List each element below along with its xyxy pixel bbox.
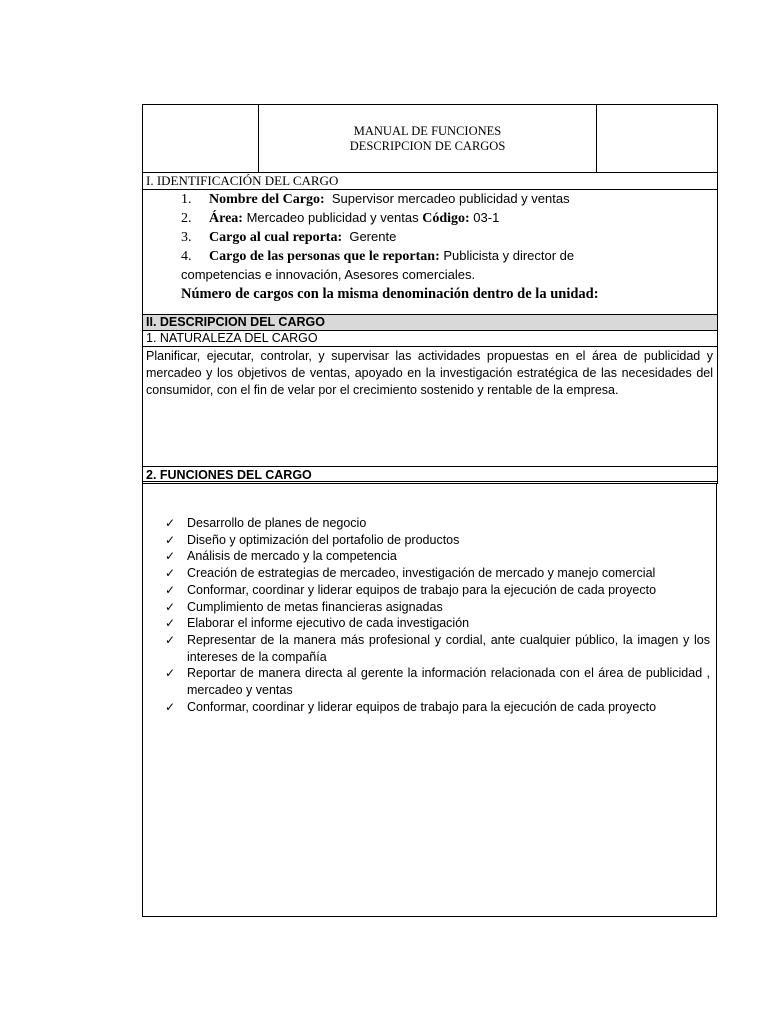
check-icon: ✓ (165, 616, 176, 631)
ident-label-codigo: Código: (422, 211, 470, 226)
function-item (165, 632, 710, 665)
header-title-line1: MANUAL DE FUNCIONES (353, 123, 502, 138)
document-header (142, 104, 718, 173)
function-item-text: Representar de la manera más profesional y cordial, ante cualquier público, la imagen y los intereses de la compañía (187, 632, 710, 664)
ident-value-2: Mercadeo publicidad y ventas (246, 210, 419, 225)
naturaleza-title: 1. NATURALEZA DEL CARGO (143, 331, 717, 347)
ident-value-3: Gerente (349, 229, 397, 244)
ident-label-4: Cargo de las personas que le reportan: (209, 249, 440, 264)
ident-item-4-continuation: competencias e innovación, Asesores comerciales. (181, 267, 476, 282)
functions-title: 2. FUNCIONES DEL CARGO (146, 468, 312, 482)
function-item (165, 582, 710, 599)
function-item (165, 599, 710, 616)
function-item (165, 515, 710, 532)
check-icon: ✓ (165, 699, 176, 714)
ident-item-2: 2. Área: Mercadeo publicidad y ventas Código: 03-1 (181, 210, 500, 226)
numero-cargos-label: Número de cargos con la misma denominación dentro de la unidad: (181, 286, 599, 302)
function-item-text: Conformar, coordinar y liderar equipos de trabajo para la ejecución de cada proyecto (187, 699, 657, 714)
ident-label-2: Área: (209, 211, 243, 226)
function-item-text: Desarrollo de planes de negocio (187, 516, 367, 530)
function-item (165, 665, 710, 698)
function-item (165, 532, 710, 549)
functions-title-row (142, 466, 718, 484)
check-icon: ✓ (165, 599, 176, 614)
functions-list (165, 515, 710, 715)
header-title-cell (259, 105, 596, 172)
ident-item-4: 4. Cargo de las personas que le reportan: Publicista y director de (181, 248, 575, 264)
function-item-text: Análisis de mercado y la competencia (187, 549, 397, 564)
description-section (142, 314, 718, 482)
ident-label-3: Cargo al cual reporta: (209, 230, 343, 245)
function-item-text: Elaborar el informe ejecutivo de cada investigación (187, 616, 470, 631)
header-title-line2: DESCRIPCION DE CARGOS (349, 138, 506, 153)
check-icon: ✓ (165, 549, 176, 564)
function-item (165, 699, 710, 716)
ident-value-4: Publicista y director de (443, 248, 575, 263)
ident-value-codigo: 03-1 (473, 210, 500, 225)
identification-section (142, 172, 718, 315)
ident-item-3: 3. Cargo al cual reporta: Gerente (181, 229, 397, 245)
header-logo-cell (143, 105, 259, 172)
functions-section (142, 483, 717, 917)
check-icon: ✓ (165, 632, 176, 647)
check-icon: ✓ (165, 582, 176, 597)
function-item-text: Reportar de manera directa al gerente la información relacionada con el área de publicidad , mercadeo y ventas (187, 666, 710, 698)
ident-value-1: Supervisor mercadeo publicidad y ventas (331, 191, 570, 206)
function-item-text: Creación de estrategias de mercadeo, investigación de mercado y manejo comercial (187, 566, 656, 581)
function-item (165, 565, 710, 582)
header-right-cell (596, 105, 717, 172)
naturaleza-text: Planificar, ejecutar, controlar, y supervisar las actividades propuestas en el área de publicidad y mercadeo y los objetivos de ventas, apoyado en la investigación estratégica de las necesidades del consumidor, con el fin de velar por el crecimiento sostenido y rentable de la empresa. (146, 349, 713, 397)
description-title: II. DESCRIPCION DEL CARGO (143, 315, 717, 331)
identification-title: I. IDENTIFICACIÓN DEL CARGO (143, 173, 717, 190)
ident-label-1: Nombre del Cargo: (209, 192, 325, 207)
ident-item-1: 1. Nombre del Cargo: Supervisor mercadeo publicidad y ventas (181, 191, 570, 207)
function-item-text: Conformar, coordinar y liderar equipos de trabajo para la ejecución de cada proyecto (187, 582, 657, 597)
check-icon: ✓ (165, 566, 176, 581)
check-icon: ✓ (165, 532, 176, 547)
function-item (165, 615, 710, 632)
function-item (165, 548, 710, 565)
check-icon: ✓ (165, 516, 176, 530)
function-item-text: Diseño y optimización del portafolio de productos (187, 532, 460, 547)
function-item-text: Cumplimiento de metas financieras asignadas (187, 599, 443, 614)
check-icon: ✓ (165, 666, 176, 681)
